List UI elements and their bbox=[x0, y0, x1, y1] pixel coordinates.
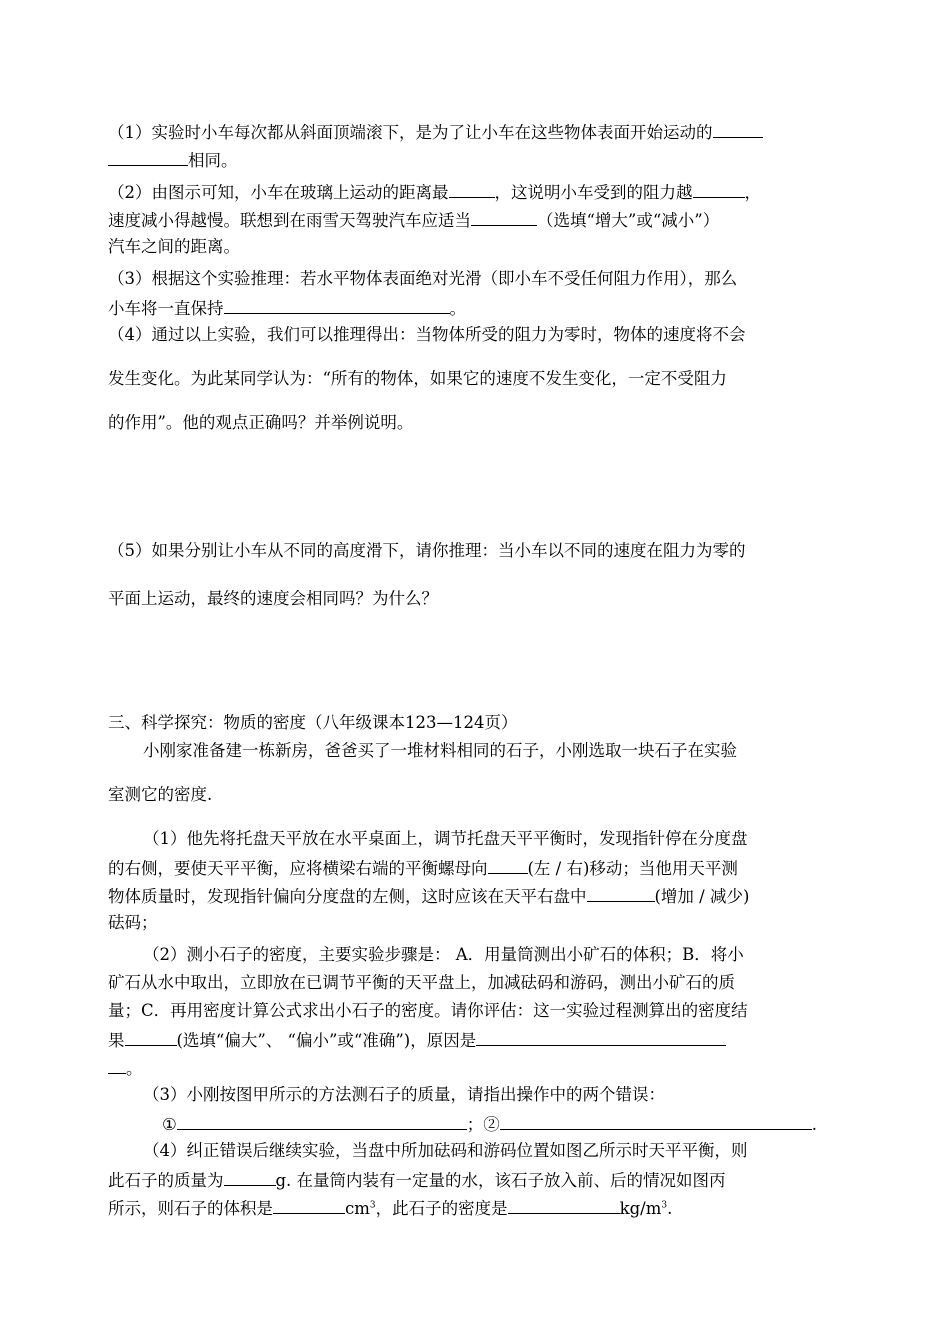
p3-q3-line1: （3）小刚按图甲所示的方法测石子的质量，请指出操作中的两个错误： bbox=[143, 1085, 665, 1104]
q3-line1: （3）根据这个实验推理：若水平物体表面绝对光滑（即小车不受任何阻力作用），那么 bbox=[108, 269, 738, 288]
intro-line1: 小刚家准备建一栋新房，爸爸买了一堆材料相同的石子，小刚选取一块石子在实验 bbox=[143, 741, 737, 760]
intro-line2: 室测它的密度. bbox=[108, 785, 213, 804]
blank[interactable] bbox=[693, 180, 745, 198]
q2-line3: 汽车之间的距离。 bbox=[108, 237, 240, 256]
blank[interactable] bbox=[125, 1028, 177, 1046]
q2-line2: 速度减小得越慢。联想到在雨雪天驾驶汽车应适当 （选填“增大”或“减小”） bbox=[108, 208, 719, 232]
blank[interactable] bbox=[108, 148, 188, 166]
q5-line2: 平面上运动，最终的速度会相同吗？为什么？ bbox=[108, 589, 438, 608]
q5-line1: （5）如果分别让小车从不同的高度滑下，请你推理：当小车以不同的速度在阻力为零的 bbox=[108, 541, 746, 560]
p3-q1-line1: （1）他先将托盘天平放在水平桌面上，调节托盘天平平衡时，发现指针停在分度盘 bbox=[143, 829, 748, 848]
blank[interactable] bbox=[224, 296, 450, 314]
q1-line2: 相同。 bbox=[108, 148, 238, 172]
blank[interactable] bbox=[177, 1112, 467, 1130]
q3-line2: 小车将一直保持 。 bbox=[108, 296, 466, 320]
p3-q4-line2: 此石子的质量为 g. 在量筒内装有一定量的水，该石子放入前、后的情况如图丙 bbox=[108, 1168, 726, 1192]
p3-q2-line4: 果 (选填“偏大”、 “偏小”或“准确”)，原因是 bbox=[108, 1028, 726, 1052]
section-heading: 三、科学探究：物质的密度（八年级课本123—124页） bbox=[108, 713, 518, 732]
q2-line1: （2）由图示可知，小车在玻璃上运动的距离最 ，这说明小车受到的阻力越 ， bbox=[108, 180, 761, 204]
p3-q2-line3: 量；C．再用密度计算公式求出小石子的密度。请你评估：这一实验过程测算出的密度结 bbox=[108, 1001, 748, 1020]
blank[interactable] bbox=[273, 1196, 345, 1214]
blank[interactable] bbox=[476, 1028, 726, 1046]
blank[interactable] bbox=[488, 856, 528, 874]
blank[interactable] bbox=[449, 180, 495, 198]
p3-q1-line4: 砝码； bbox=[108, 913, 158, 932]
p3-q2-line5: 。 bbox=[108, 1056, 143, 1080]
p3-q3-line2: ① ；② . bbox=[162, 1112, 817, 1136]
q4-line3: 的作用”。他的观点正确吗？并举例说明。 bbox=[108, 413, 414, 432]
blank[interactable] bbox=[508, 1196, 620, 1214]
blank[interactable] bbox=[224, 1168, 276, 1186]
q4-line2: 发生变化。为此某同学认为：“所有的物体，如果它的速度不发生变化，一定不受阻力 bbox=[108, 369, 727, 388]
p3-q1-line2: 的右侧，要使天平平衡，应将横梁右端的平衡螺母向 (左 / 右)移动；当他用天平测 bbox=[108, 856, 738, 880]
p3-q2-line1: （2）测小石子的密度，主要实验步骤是： A．用量筒测出小矿石的体积；B．将小 bbox=[143, 945, 744, 964]
q4-line1: （4）通过以上实验，我们可以推理得出：当物体所受的阻力为零时，物体的速度将不会 bbox=[108, 325, 746, 344]
blank[interactable] bbox=[713, 120, 763, 138]
blank[interactable] bbox=[500, 1112, 812, 1130]
blank[interactable] bbox=[108, 1056, 126, 1074]
blank[interactable] bbox=[471, 208, 537, 226]
p3-q4-line3: 所示，则石子的体积是 $cm^3$，此石子的密度是 $kg/m^3$. bbox=[108, 1196, 672, 1220]
blank[interactable] bbox=[587, 884, 655, 902]
p3-q2-line2: 矿石从水中取出，立即放在已调节平衡的天平盘上，加减砝码和游码，测出小矿石的质 bbox=[108, 973, 735, 992]
p3-q4-line1: （4）纠正错误后继续实验，当盘中所加砝码和游码位置如图乙所示时天平平衡，则 bbox=[143, 1141, 748, 1160]
p3-q1-line3: 物体质量时，发现指针偏向分度盘的左侧，这时应该在天平右盘中 (增加 / 减少) bbox=[108, 884, 749, 908]
q1-line1: （1）实验时小车每次都从斜面顶端滚下，是为了让小车在这些物体表面开始运动的 bbox=[108, 120, 763, 144]
